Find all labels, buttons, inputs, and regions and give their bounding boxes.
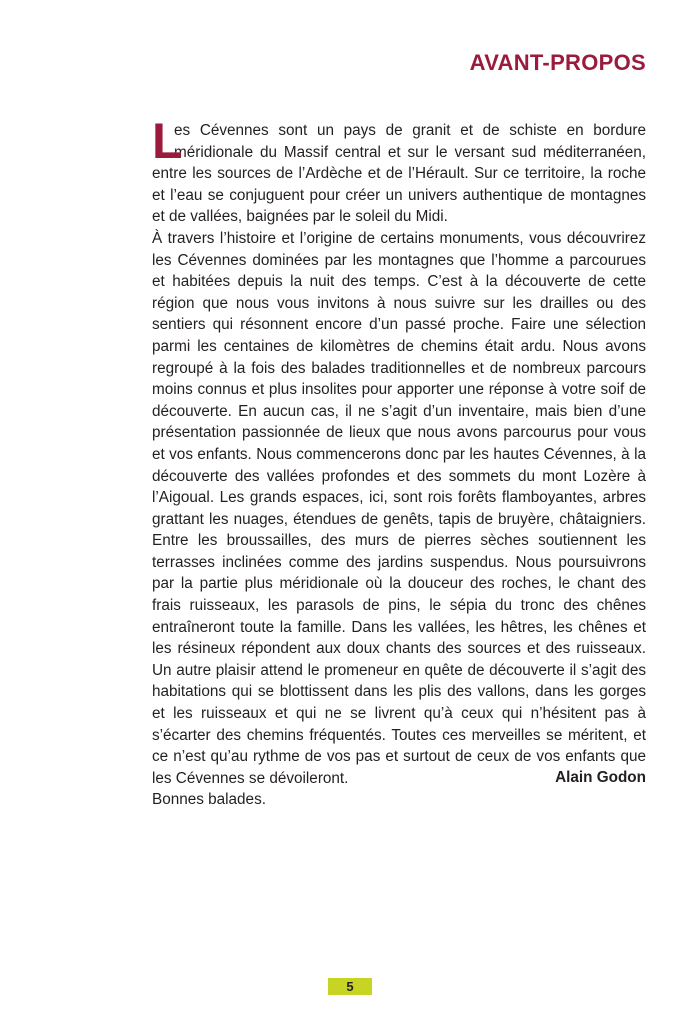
drop-cap-container xyxy=(152,113,183,169)
paragraph-intro: es Cévennes sont un pays de granit et de schiste en bordure méridionale du Massif central et sur le versant sud méditerranéen, entre les sources de l’Ardèche et de l’Hérault. Sur ce territoire, la roche et l’eau se conjuguent pour créer un univers authentique de montagnes et de vallées, baignées par le soleil du Midi. xyxy=(152,122,646,226)
body-text xyxy=(152,113,646,811)
closing-line: Bonnes balades. xyxy=(152,791,266,809)
author-signature: Alain Godon xyxy=(555,769,646,786)
page-number: 5 xyxy=(328,978,372,995)
drop-cap: L xyxy=(152,113,183,169)
page-heading: AVANT-PROPOS xyxy=(469,50,646,75)
paragraph-main: À travers l’histoire et l’origine de certains monuments, vous découvrirez les Cévennes dominées par les montagnes que l’homme a parcourues et habitées depuis la nuit des temps. C’est à la découverte de cette région que nous vous invitons à nous suivre sur les drailles ou des sentiers qui résonnent encore d’un passé proche. Faire une sélection parmi les centaines de kilomètres de chemins était ardu. Nous avons regroupé à la fois des balades traditionnelles et de nombreux parcours moins connus et plus insolites pour apporter une réponse à votre soif de découverte. En aucun cas, il ne s’agit d’un inventaire, mais bien d’une présentation passionnée de lieux que nous avons parcourus pour vous et vos enfants. Nous commencerons donc par les hautes Cévennes, à la découverte des vallées profondes et des sommets du mont Lozère à l’Aigoual. Les grands espaces, ici, sont rois forêts flamboyantes, arbres grattant les nuages, étendues de genêts, tapis de bruyère, châtaigniers. Entre les broussailles, des murs de pierres sèches soutiennent les terrasses inclinées comme des jardins suspendus. Nous poursuivrons par la partie plus méridionale où la douceur des roches, le chant des frais ruisseaux, les parasols de pins, le sépia du tronc des chênes entraîneront toute la famille. Dans les vallées, les hêtres, les chênes et les résineux répondent aux doux chants des sources et des ruisseaux. Un autre plaisir attend le promeneur en quête de découverte il s’agit des habitations qui se blottissent dans les plis des vallons, dans les gorges et les ruisseaux et qui ne se livrent qu’à ceux qui n’hésitent pas à s’écarter des chemins fréquentés. Toutes ces merveilles se méritent, et ce n’est qu’au rythme de vos pas et surtout de ceux de vos enfants que les Cévennes se dévoileront. xyxy=(152,229,646,787)
